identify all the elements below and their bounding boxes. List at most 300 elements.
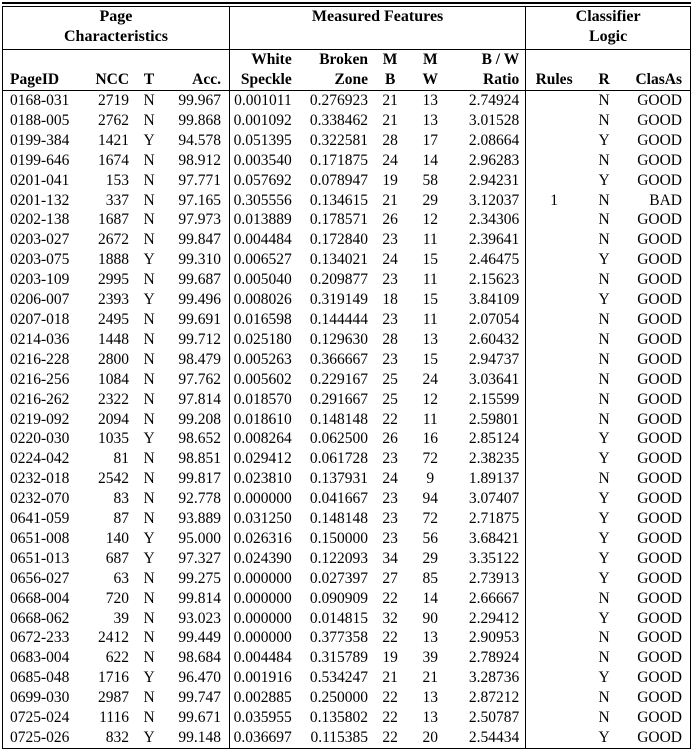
cell-broken-zone: 0.377358: [309, 629, 369, 647]
col-header-t: T: [131, 50, 167, 91]
cell-clasas: GOOD: [637, 350, 682, 368]
cell-ncc: 2800: [98, 350, 130, 368]
cell-bw-ratio: 2.54434: [451, 728, 525, 748]
cell-acc: 93.889: [167, 509, 229, 529]
cell-m-w: 13: [422, 92, 439, 109]
cell-clasas: GOOD: [637, 131, 682, 149]
cell-t: N: [143, 191, 155, 209]
cell-rules: [526, 648, 582, 668]
cell-clasas: GOOD: [637, 510, 682, 528]
cell-t: N: [143, 271, 155, 289]
cell-acc: 99.208: [167, 410, 229, 430]
cell-r: N: [598, 649, 610, 667]
cell-m-b: 22: [382, 709, 398, 727]
cell-broken-zone: 0.122093: [309, 549, 369, 567]
cell-broken-zone: 0.229167: [309, 370, 369, 388]
cell-clasas: GOOD: [637, 330, 682, 348]
cell-m-w: 72: [422, 510, 439, 528]
cell-acc: 99.712: [167, 330, 229, 350]
cell-rules: [526, 310, 582, 330]
cell-t: N: [143, 510, 155, 528]
cell-clasas: GOOD: [637, 709, 682, 727]
cell-page-id: 0199-646: [10, 151, 70, 169]
cell-m-b: 21: [382, 669, 398, 687]
col-header-rules: Rules: [526, 50, 582, 91]
cell-white-speckle: 0.000000: [233, 490, 292, 508]
table-row: [3, 648, 691, 668]
cell-white-speckle: 0.029412: [233, 450, 292, 468]
cell-t: Y: [143, 251, 155, 269]
cell-r: N: [598, 629, 610, 647]
cell-t: N: [143, 151, 155, 169]
cell-bw-ratio: 2.87212: [451, 688, 525, 708]
group-label-line2: Logic: [589, 28, 628, 45]
cell-m-w: 56: [422, 529, 439, 547]
cell-ncc: 153: [105, 171, 130, 189]
cell-rules: [526, 151, 582, 171]
cell-clasas: GOOD: [637, 689, 682, 707]
cell-white-speckle: 0.035955: [233, 709, 292, 727]
cell-ncc: 2542: [98, 470, 130, 488]
cell-page-id: 0224-042: [10, 450, 70, 468]
cell-white-speckle: 0.018570: [233, 390, 292, 408]
cell-r: Y: [598, 569, 610, 587]
table-row: [3, 549, 691, 569]
cell-broken-zone: 0.366667: [309, 350, 369, 368]
cell-m-w: 9: [426, 470, 435, 488]
cell-acc: 99.449: [167, 628, 229, 648]
cell-page-id: 0651-013: [10, 549, 70, 567]
table-row: [3, 350, 691, 370]
cell-acc: 99.868: [167, 111, 229, 131]
cell-page-id: 0168-031: [10, 92, 70, 109]
cell-m-b: 26: [382, 430, 398, 448]
cell-bw-ratio: 3.68421: [451, 529, 525, 549]
cell-white-speckle: 0.031250: [233, 510, 292, 528]
cell-t: N: [143, 450, 155, 468]
cell-t: Y: [143, 291, 155, 309]
cell-page-id: 0220-030: [10, 430, 70, 448]
col-header-page-id: PageID: [3, 50, 78, 91]
cell-clasas: GOOD: [637, 92, 682, 109]
cell-m-w: 15: [422, 291, 439, 309]
cell-rules: [526, 489, 582, 509]
cell-bw-ratio: 2.90953: [451, 628, 525, 648]
cell-clasas: GOOD: [637, 589, 682, 607]
cell-bw-ratio: 2.34306: [451, 210, 525, 230]
cell-m-w: 13: [422, 111, 439, 129]
table-row: [3, 131, 691, 151]
cell-page-id: 0668-004: [10, 589, 70, 607]
cell-rules: [526, 250, 582, 270]
cell-m-w: 11: [422, 231, 438, 249]
cell-r: N: [598, 589, 610, 607]
cell-broken-zone: 0.276923: [309, 92, 369, 109]
cell-broken-zone: 0.134615: [309, 191, 369, 209]
cell-ncc: 687: [105, 549, 130, 567]
cell-rules: [526, 330, 582, 350]
cell-ncc: 2094: [98, 410, 130, 428]
cell-t: N: [143, 569, 155, 587]
cell-clasas: GOOD: [637, 370, 682, 388]
cell-rules: [526, 728, 582, 748]
cell-rules: [526, 509, 582, 529]
cell-acc: 99.817: [167, 469, 229, 489]
cell-ncc: 1116: [99, 709, 130, 727]
cell-m-b: 24: [382, 251, 398, 269]
cell-white-speckle: 0.018610: [233, 410, 292, 428]
cell-r: N: [598, 410, 610, 428]
cell-white-speckle: 0.005263: [233, 350, 292, 368]
cell-m-b: 24: [382, 151, 398, 169]
cell-m-w: 29: [422, 191, 439, 209]
cell-r: Y: [598, 510, 610, 528]
cell-acc: 92.778: [167, 489, 229, 509]
cell-page-id: 0651-008: [10, 529, 70, 547]
cell-bw-ratio: 3.28736: [451, 668, 525, 688]
cell-t: N: [143, 111, 155, 129]
cell-rules: [526, 469, 582, 489]
col-header-m-b: M B: [371, 50, 409, 91]
cell-ncc: 2719: [98, 92, 130, 109]
cell-m-b: 21: [382, 92, 398, 109]
cell-acc: 99.847: [167, 230, 229, 250]
cell-bw-ratio: 2.96283: [451, 151, 525, 171]
cell-m-w: 16: [422, 430, 439, 448]
cell-t: Y: [143, 430, 155, 448]
cell-ncc: 63: [113, 569, 130, 587]
cell-m-b: 21: [382, 111, 398, 129]
cell-rules: [526, 628, 582, 648]
cell-white-speckle: 0.005040: [233, 271, 292, 289]
cell-t: N: [143, 490, 155, 508]
cell-t: N: [143, 689, 155, 707]
cell-t: N: [143, 649, 155, 667]
cell-m-b: 24: [382, 470, 398, 488]
cell-broken-zone: 0.322581: [309, 131, 369, 149]
cell-bw-ratio: 3.35122: [451, 549, 525, 569]
cell-rules: [526, 549, 582, 569]
cell-m-w: 21: [422, 669, 439, 687]
cell-page-id: 0216-228: [10, 350, 70, 368]
cell-m-b: 22: [382, 629, 398, 647]
table-row: [3, 449, 691, 469]
cell-rules: [526, 210, 582, 230]
group-page-characteristics: [3, 7, 230, 50]
cell-page-id: 0188-005: [10, 111, 70, 129]
cell-acc: 97.165: [167, 191, 229, 211]
table-row: [3, 270, 691, 290]
cell-acc: 98.652: [167, 429, 229, 449]
cell-m-b: 34: [382, 549, 398, 567]
cell-ncc: 39: [113, 609, 130, 627]
cell-ncc: 1888: [98, 251, 130, 269]
cell-ncc: 622: [105, 649, 130, 667]
cell-m-w: 58: [422, 171, 439, 189]
cell-page-id: 0725-024: [10, 709, 70, 727]
cell-m-w: 94: [422, 490, 439, 508]
cell-acc: 94.578: [167, 131, 229, 151]
cell-page-id: 0199-384: [10, 131, 70, 149]
cell-m-w: 15: [422, 251, 439, 269]
cell-broken-zone: 0.534247: [309, 669, 369, 687]
cell-m-b: 22: [382, 729, 398, 746]
cell-broken-zone: 0.209877: [309, 271, 369, 289]
table-row: [3, 569, 691, 589]
cell-acc: 97.814: [167, 390, 229, 410]
cell-t: Y: [143, 131, 155, 149]
cell-page-id: 0214-036: [10, 330, 70, 348]
cell-white-speckle: 0.026316: [233, 529, 292, 547]
cell-acc: 99.967: [167, 91, 229, 111]
table-row: [3, 191, 691, 211]
cell-clasas: GOOD: [637, 470, 682, 488]
cell-clasas: GOOD: [637, 231, 682, 249]
cell-bw-ratio: 2.74924: [451, 91, 525, 111]
cell-acc: 99.687: [167, 270, 229, 290]
table-header: [3, 7, 691, 91]
cell-page-id: 0201-041: [10, 171, 70, 189]
cell-ncc: 1448: [98, 330, 130, 348]
cell-t: N: [143, 211, 155, 229]
group-classifier-logic: [526, 7, 691, 50]
cell-m-b: 23: [382, 310, 398, 328]
cell-acc: 97.327: [167, 549, 229, 569]
cell-ncc: 1421: [98, 131, 130, 149]
group-label-line1: Classifier: [575, 8, 641, 25]
cell-r: N: [598, 330, 610, 348]
cell-m-b: 23: [382, 231, 398, 249]
cell-bw-ratio: 2.29412: [451, 609, 525, 629]
cell-m-b: 23: [382, 529, 398, 547]
cell-rules: [526, 230, 582, 250]
table-frame: [2, 2, 691, 751]
cell-white-speckle: 0.004484: [233, 231, 292, 249]
cell-t: N: [143, 470, 155, 488]
cell-t: N: [143, 390, 155, 408]
cell-t: Y: [143, 529, 155, 547]
table-row: [3, 171, 691, 191]
cell-rules: [526, 370, 582, 390]
group-label-line2: [230, 27, 525, 47]
cell-r: N: [598, 211, 610, 229]
cell-m-w: 14: [422, 589, 439, 607]
cell-acc: 98.479: [167, 350, 229, 370]
cell-t: Y: [143, 729, 155, 746]
cell-white-speckle: 0.305556: [233, 191, 292, 209]
cell-white-speckle: 0.001916: [233, 669, 292, 687]
table-row: [3, 210, 691, 230]
cell-acc: 98.684: [167, 648, 229, 668]
cell-t: Y: [143, 549, 155, 567]
cell-m-b: 32: [382, 609, 398, 627]
results-table: [2, 6, 691, 749]
cell-m-w: 13: [422, 629, 439, 647]
cell-bw-ratio: 3.84109: [451, 290, 525, 310]
cell-white-speckle: 0.000000: [233, 569, 292, 587]
cell-rules: [526, 569, 582, 589]
cell-rules: [526, 290, 582, 310]
cell-m-b: 23: [382, 490, 398, 508]
cell-broken-zone: 0.172840: [309, 231, 369, 249]
cell-white-speckle: 0.003540: [233, 151, 292, 169]
cell-r: Y: [598, 171, 610, 189]
cell-bw-ratio: 2.60432: [451, 330, 525, 350]
table-row: [3, 529, 691, 549]
cell-clasas: GOOD: [637, 410, 682, 428]
cell-m-w: 72: [422, 450, 439, 468]
cell-clasas: GOOD: [637, 151, 682, 169]
cell-m-w: 11: [422, 271, 438, 289]
cell-page-id: 0216-256: [10, 370, 70, 388]
cell-acc: 99.496: [167, 290, 229, 310]
cell-acc: 99.671: [167, 708, 229, 728]
cell-white-speckle: 0.006527: [233, 251, 292, 269]
cell-ncc: 832: [105, 729, 130, 746]
cell-clasas: GOOD: [637, 111, 682, 129]
cell-bw-ratio: 3.12037: [451, 191, 525, 211]
cell-acc: 98.851: [167, 449, 229, 469]
cell-t: N: [143, 350, 155, 368]
cell-acc: 96.470: [167, 668, 229, 688]
cell-bw-ratio: 2.07054: [451, 310, 525, 330]
cell-ncc: 337: [105, 191, 130, 209]
cell-bw-ratio: 3.03641: [451, 370, 525, 390]
cell-m-w: 24: [422, 370, 439, 388]
cell-white-speckle: 0.005602: [233, 370, 292, 388]
cell-ncc: 2322: [98, 390, 130, 408]
cell-ncc: 81: [113, 450, 130, 468]
cell-clasas: GOOD: [637, 211, 682, 229]
cell-t: N: [143, 171, 155, 189]
cell-ncc: 720: [105, 589, 130, 607]
cell-clasas: GOOD: [637, 390, 682, 408]
cell-m-w: 12: [422, 390, 439, 408]
cell-rules: [526, 350, 582, 370]
cell-r: N: [598, 271, 610, 289]
cell-bw-ratio: 2.94231: [451, 171, 525, 191]
cell-white-speckle: 0.025180: [233, 330, 292, 348]
cell-page-id: 0668-062: [10, 609, 70, 627]
cell-r: N: [598, 470, 610, 488]
cell-bw-ratio: 2.85124: [451, 429, 525, 449]
cell-rules: [526, 270, 582, 290]
cell-clasas: GOOD: [637, 669, 682, 687]
cell-ncc: 1035: [98, 430, 130, 448]
cell-ncc: 2672: [98, 231, 130, 249]
cell-m-b: 25: [382, 370, 398, 388]
cell-white-speckle: 0.008264: [233, 430, 292, 448]
cell-page-id: 0203-109: [10, 271, 70, 289]
cell-m-b: 22: [382, 689, 398, 707]
cell-bw-ratio: 2.66667: [451, 589, 525, 609]
cell-m-w: 29: [422, 549, 439, 567]
group-label-line1: Page: [99, 8, 133, 25]
col-header-r: R: [582, 50, 626, 91]
table-row: [3, 429, 691, 449]
cell-r: Y: [598, 291, 610, 309]
cell-acc: 99.275: [167, 569, 229, 589]
cell-clasas: GOOD: [637, 490, 682, 508]
cell-bw-ratio: 2.73913: [451, 569, 525, 589]
cell-t: Y: [143, 669, 155, 687]
cell-acc: 99.310: [167, 250, 229, 270]
cell-bw-ratio: 2.38235: [451, 449, 525, 469]
cell-clasas: GOOD: [637, 629, 682, 647]
table-row: [3, 589, 691, 609]
cell-page-id: 0219-092: [10, 410, 70, 428]
cell-broken-zone: 0.041667: [309, 490, 369, 508]
cell-white-speckle: 0.023810: [233, 470, 292, 488]
cell-m-w: 17: [422, 131, 439, 149]
cell-bw-ratio: 2.15599: [451, 390, 525, 410]
cell-bw-ratio: 2.15623: [451, 270, 525, 290]
cell-m-b: 21: [382, 191, 398, 209]
cell-white-speckle: 0.008026: [233, 291, 292, 309]
cell-m-b: 23: [382, 450, 398, 468]
cell-t: N: [143, 231, 155, 249]
cell-page-id: 0699-030: [10, 689, 70, 707]
cell-r: N: [598, 231, 610, 249]
cell-m-w: 85: [422, 569, 439, 587]
cell-broken-zone: 0.135802: [309, 709, 369, 727]
cell-r: N: [598, 151, 610, 169]
cell-white-speckle: 0.051395: [233, 131, 292, 149]
cell-r: Y: [598, 669, 610, 687]
cell-broken-zone: 0.061728: [309, 450, 369, 468]
cell-ncc: 87: [113, 510, 130, 528]
cell-t: N: [143, 609, 155, 627]
col-header-bw-ratio: B / W Ratio: [451, 50, 525, 91]
cell-rules: [526, 449, 582, 469]
cell-page-id: 0685-048: [10, 669, 70, 687]
cell-clasas: GOOD: [637, 430, 682, 448]
cell-bw-ratio: 2.08664: [451, 131, 525, 151]
cell-broken-zone: 0.090909: [309, 589, 369, 607]
cell-broken-zone: 0.062500: [309, 430, 369, 448]
cell-m-b: 23: [382, 510, 398, 528]
col-header-broken-zone: Broken Zone: [296, 50, 371, 91]
cell-ncc: 2393: [98, 291, 130, 309]
cell-broken-zone: 0.319149: [309, 291, 369, 309]
cell-bw-ratio: 2.71875: [451, 509, 525, 529]
cell-broken-zone: 0.134021: [309, 251, 369, 269]
cell-white-speckle: 0.001011: [234, 92, 292, 109]
cell-broken-zone: 0.171875: [309, 151, 369, 169]
cell-ncc: 1716: [98, 669, 130, 687]
table-row: [3, 708, 691, 728]
cell-bw-ratio: 3.01528: [451, 111, 525, 131]
cell-m-b: 27: [382, 569, 398, 587]
col-header-white-speckle: White Speckle: [229, 50, 295, 91]
cell-clasas: GOOD: [637, 310, 682, 328]
cell-clasas: GOOD: [637, 450, 682, 468]
cell-r: Y: [598, 529, 610, 547]
cell-white-speckle: 0.013889: [233, 211, 292, 229]
table-row: [3, 410, 691, 430]
cell-r: Y: [598, 729, 610, 746]
cell-white-speckle: 0.000000: [233, 589, 292, 607]
cell-m-b: 28: [382, 330, 398, 348]
table-row: [3, 609, 691, 629]
cell-broken-zone: 0.315789: [309, 649, 369, 667]
cell-r: N: [598, 390, 610, 408]
cell-acc: 99.747: [167, 688, 229, 708]
group-label-line1: Measured Features: [311, 8, 444, 25]
cell-m-b: 23: [382, 271, 398, 289]
table-row: [3, 728, 691, 748]
cell-ncc: 1687: [98, 211, 130, 229]
